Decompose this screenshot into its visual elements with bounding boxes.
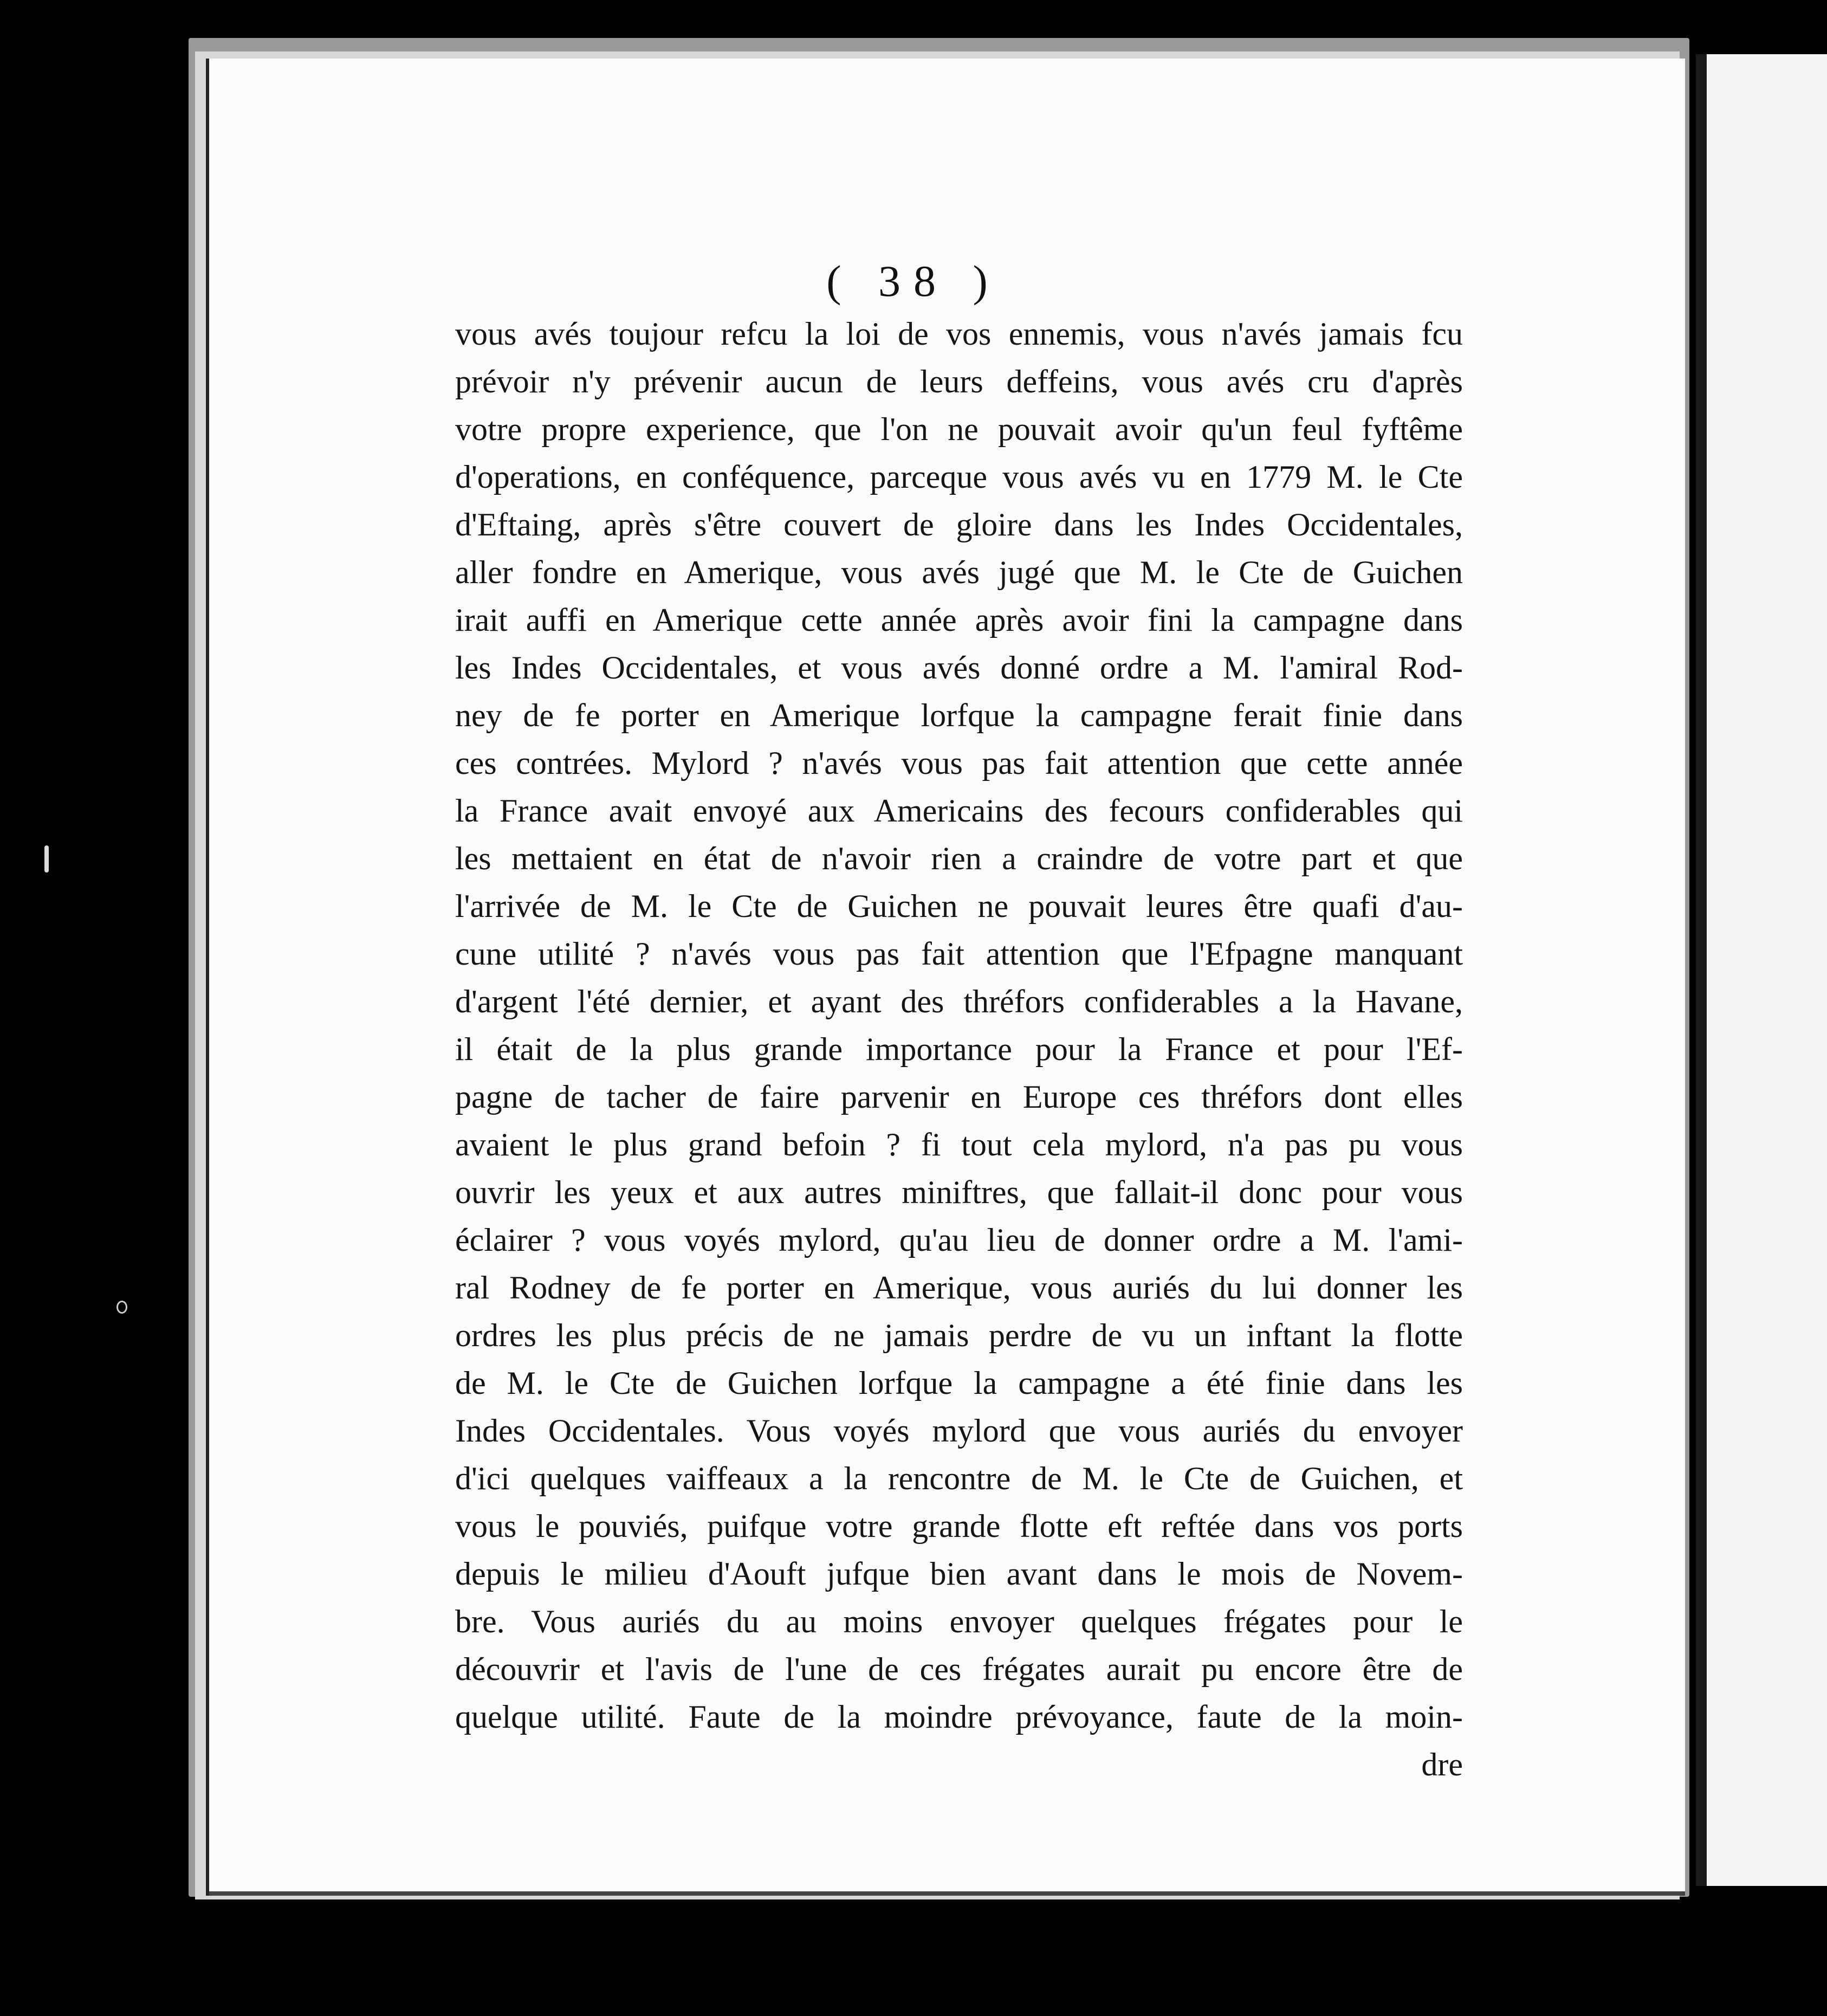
text-line: avaient le plus grand befoin ? fi tout cela mylord, n'a pas pu vous: [455, 1127, 1463, 1162]
text-line: de M. le Cte de Guichen lorfque la campagne a été finie dans les: [455, 1365, 1463, 1401]
text-line: l'arrivée de M. le Cte de Guichen ne pouvait leures être quafi d'au-: [455, 888, 1463, 924]
text-line: il était de la plus grande importance pour la France et pour l'Ef-: [455, 1031, 1463, 1067]
text-line: éclairer ? vous voyés mylord, qu'au lieu de donner ordre a M. l'ami-: [455, 1222, 1463, 1258]
margin-mark: [44, 845, 49, 873]
text-line: ordres les plus précis de ne jamais perdre de vu un inftant la flotte: [455, 1317, 1463, 1353]
text-line: irait auffi en Amerique cette année après avoir fini la campagne dans: [455, 602, 1463, 638]
facing-page: [1707, 54, 1827, 1886]
text-line: vous avés toujour refcu la loi de vos ennemis, vous n'avés jamais fcu: [455, 316, 1463, 352]
text-line: ral Rodney de fe porter en Amerique, vous auriés du lui donner les: [455, 1270, 1463, 1306]
page-number: ( 38 ): [826, 256, 1001, 306]
margin-smudge: [116, 1301, 127, 1314]
text-line: aller fondre en Amerique, vous avés jugé que M. le Cte de Guichen: [455, 554, 1463, 590]
text-line: votre propre experience, que l'on ne pouvait avoir qu'un feul fyftême: [455, 411, 1463, 447]
text-line: d'argent l'été dernier, et ayant des thréfors confiderables a la Havane,: [455, 984, 1463, 1019]
text-line: pagne de tacher de faire parvenir en Europe ces thréfors dont elles: [455, 1079, 1463, 1115]
text-line: d'ici quelques vaiffeaux a la rencontre de M. le Cte de Guichen, et: [455, 1461, 1463, 1496]
text-line: depuis le milieu d'Aouft jufque bien avant dans le mois de Novem-: [455, 1556, 1463, 1592]
text-line: les Indes Occidentales, et vous avés donné ordre a M. l'amiral Rod-: [455, 650, 1463, 686]
text-line: les mettaient en état de n'avoir rien a craindre de votre part et que: [455, 841, 1463, 876]
text-line: ouvrir les yeux et aux autres miniftres, que fallait-il donc pour vous: [455, 1174, 1463, 1210]
text-line: ces contrées. Mylord ? n'avés vous pas fait attention que cette année: [455, 745, 1463, 781]
catchword: dre: [1421, 1747, 1463, 1782]
text-line: cune utilité ? n'avés vous pas fait attention que l'Efpagne manquant: [455, 936, 1463, 972]
text-line: d'Eftaing, après s'être couvert de gloire dans les Indes Occidentales,: [455, 507, 1463, 542]
text-line: d'operations, en conféquence, parceque vous avés vu en 1779 M. le Cte: [455, 459, 1463, 495]
text-line: prévoir n'y prévenir aucun de leurs deffeins, vous avés cru d'après: [455, 364, 1463, 399]
text-line: découvrir et l'avis de l'une de ces frégates aurait pu encore être de: [455, 1651, 1463, 1687]
text-line: ney de fe porter en Amerique lorfque la campagne ferait finie dans: [455, 697, 1463, 733]
text-line: Indes Occidentales. Vous voyés mylord que vous auriés du envoyer: [455, 1413, 1463, 1449]
text-line: vous le pouviés, puifque votre grande flotte eft reftée dans vos ports: [455, 1508, 1463, 1544]
body-text: [455, 310, 1463, 1788]
text-line: la France avait envoyé aux Americains des fecours confiderables qui: [455, 793, 1463, 829]
text-line: bre. Vous auriés du au moins envoyer quelques frégates pour le: [455, 1604, 1463, 1639]
text-line: quelque utilité. Faute de la moindre prévoyance, faute de la moin-: [455, 1699, 1463, 1735]
